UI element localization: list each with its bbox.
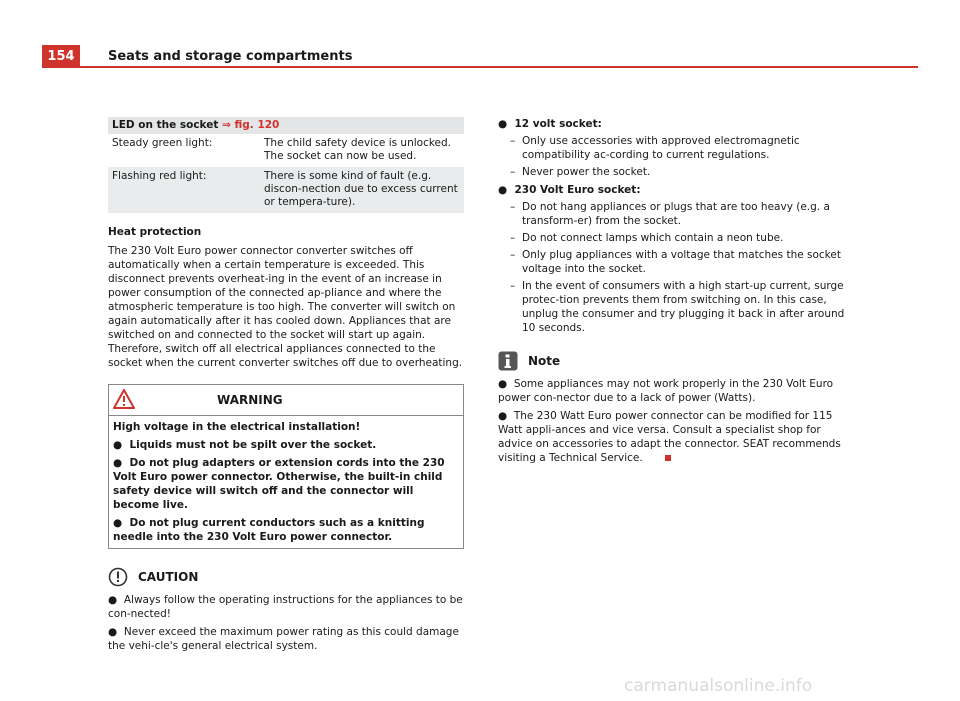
led-table-heading [108,117,464,134]
heat-protection-body: The 230 Volt Euro power connector converter switches off automatically when a certain temperature is exceeded. This disconnect prevents overheat-ing in the event of an increase in power consumption of the connected ap-pliance and where the atmospheric temperature is too high. The converter will switch on again automatically after it has cooled down. Appliances that are switched on and connected to the socket will start up again. Therefore, switch off all electrical appliances connected to the socket when the current converter switches off due to overheating. [108,245,463,369]
table-cell-label: Steady green light: [112,137,213,149]
list-item: – Do not connect lamps which contain a neon tube. [498,231,850,245]
socket-230v-title: 230 Volt Euro socket: [514,184,641,196]
watermark: carmanualsonline.info [624,676,813,696]
warning-triangle-icon [113,389,135,409]
caution-title: CAUTION [138,570,199,584]
left-column [108,117,464,653]
page-number: 154 [42,45,80,67]
note-item: ● Some appliances may not work properly in the 230 Volt Euro power con-nector due to a lack of power (Watts). [498,378,834,404]
note-item-text: The 230 Watt Euro power connector can be modified for 115 Watt appli-ances and vice versa. Consult a specialist shop for advice on accessories to adapt the connector. SEAT recommends visiting a Technical Service. [498,410,841,464]
table-cell-text: The child safety device is unlocked. The socket can now be used. [264,137,452,162]
warning-intro: High voltage in the electrical installation! [113,421,361,433]
warning-item: ● Liquids must not be spilt over the socket. [113,439,377,451]
heat-protection-heading: Heat protection [108,226,202,238]
right-column [498,117,850,465]
note-item: ● The 230 Watt Euro power connector can be modified for 115 Watt appli-ances and vice versa. Consult a specialist shop for advice on accessories to adapt the connector. SEAT recommends visiting a Technical Service. [498,410,841,464]
note-header [498,351,850,371]
table-row [108,167,464,213]
list-item: – In the event of consumers with a high start-up current, surge protec-tion prevents them from switching on. In this case, unplug the consumer and try plugging it back in after around 10 seconds. [498,279,850,335]
table-row [108,134,464,167]
led-table [108,117,464,213]
caution-item: ● Always follow the operating instructions for the appliances to be con-nected! [108,594,463,620]
caution-header [108,567,464,587]
warning-box [108,384,464,549]
warning-item-text: Liquids must not be spilt over the socket. [129,439,377,451]
list-item: – Only plug appliances with a voltage that matches the socket voltage into the socket. [498,248,850,276]
end-of-section-marker [665,455,671,461]
socket-12v-heading: ● 12 volt socket: [498,118,602,130]
warning-title: WARNING [217,393,283,407]
note-title: Note [528,354,561,368]
list-item: – Never power the socket. [498,165,850,179]
warning-item-text: Do not plug current conductors such as a knitting needle into the 230 Volt Euro power connector. [113,517,425,543]
socket-12v-title: 12 volt socket: [514,118,602,130]
warning-item: ● Do not plug current conductors such as a knitting needle into the 230 Volt Euro power connector. [113,517,425,543]
list-item: – Only use accessories with approved electromagnetic compatibility ac-cording to current regulations. [498,134,850,162]
caution-icon [108,567,128,587]
caution-item-text: Always follow the operating instructions for the appliances to be con-nected! [108,594,463,620]
list-item-text: Never power the socket. [522,166,651,178]
caution-item-text: Never exceed the maximum power rating as this could damage the vehi-cle's general electrical system. [108,626,459,652]
note-item-text: Some appliances may not work properly in the 230 Volt Euro power con-nector due to a lack of power (Watts). [498,378,834,404]
socket-230v-heading: ● 230 Volt Euro socket: [498,184,641,196]
table-cell-label: Flashing red light: [108,167,260,213]
info-icon [498,351,518,371]
led-table-title: LED on the socket [112,118,219,131]
header-rule [42,66,918,68]
page-title: Seats and storage compartments [108,49,353,64]
caution-item: ● Never exceed the maximum power rating as this could damage the vehi-cle's general electrical system. [108,626,459,652]
fig-reference-link[interactable]: ⇒ fig. 120 [222,118,280,131]
warning-header [109,385,463,416]
table-cell-text: There is some kind of fault (e.g. discon-nection due to excess current or tempera-ture). [260,167,464,213]
list-item-text: Only use accessories with approved electromagnetic compatibility ac-cording to current regulations. [522,135,800,161]
warning-item: ● Do not plug adapters or extension cords into the 230 Volt Euro power connector. Otherwise, the built-in child safety device will switch off and the connector will become live. [113,457,445,511]
list-item-text: Do not hang appliances or plugs that are too heavy (e.g. a transform-er) from the socket. [522,201,830,227]
list-item-text: Only plug appliances with a voltage that matches the socket voltage into the socket. [522,249,841,275]
list-item: – Do not hang appliances or plugs that are too heavy (e.g. a transform-er) from the socket. [498,200,850,228]
list-item-text: In the event of consumers with a high start-up current, surge protec-tion prevents them from switching on. In this case, unplug the consumer and try plugging it back in after around 10 seconds. [522,280,845,334]
warning-body [109,416,463,548]
list-item-text: Do not connect lamps which contain a neon tube. [522,232,784,244]
warning-item-text: Do not plug adapters or extension cords into the 230 Volt Euro power connector. Otherwise, the built-in child safety device will switch off and the connector will become live. [113,457,445,511]
